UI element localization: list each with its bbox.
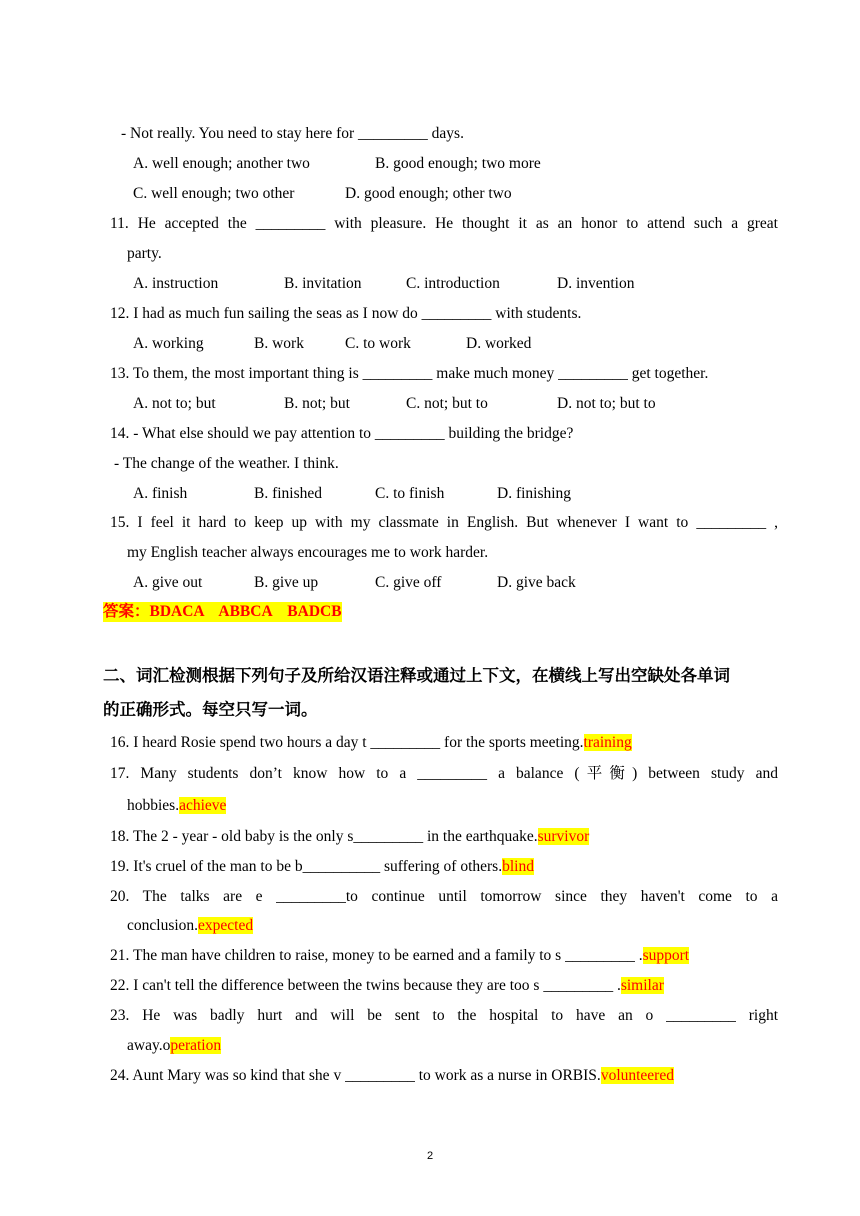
question-14-reply: - The change of the weather. I think. xyxy=(114,455,339,472)
vocab-17-text: hobbies. xyxy=(127,797,180,814)
question-12-option-b: B. work xyxy=(254,335,304,352)
question-15-option-b: B. give up xyxy=(254,574,319,591)
vocab-22 xyxy=(110,976,664,996)
question-13-option-c: C. not; but to xyxy=(406,395,488,412)
vocab-21 xyxy=(110,946,689,966)
section-2-heading-line2: 的正确形式。每空只写一词。 xyxy=(103,700,318,719)
question-15-stem-cont: my English teacher always encourages me to work harder. xyxy=(127,544,489,561)
question-10-reply: - Not really. You need to stay here for _________ days. xyxy=(121,125,464,142)
vocab-17-line2 xyxy=(127,796,226,816)
question-12-option-d: D. worked xyxy=(466,335,532,352)
question-11-option-b: B. invitation xyxy=(284,275,362,292)
vocab-18-text: 18. The 2 - year - old baby is the only s_________ in the earthquake. xyxy=(110,828,538,845)
vocab-20-line2 xyxy=(127,916,253,936)
question-13-option-b: B. not; but xyxy=(284,395,350,412)
vocab-17-answer: achieve xyxy=(179,797,227,814)
question-13-stem: 13. To them, the most important thing is _________ make much money _________ get together. xyxy=(110,365,709,382)
vocab-24 xyxy=(110,1066,674,1086)
vocab-21-text: 21. The man have children to raise, money to be earned and a family to s _________ . xyxy=(110,947,643,964)
vocab-23-answer: peration xyxy=(170,1037,222,1054)
vocab-17-line1: 17. Many students don’t know how to a _________ a balance (平衡) between study and xyxy=(110,765,778,782)
answer-key: 答案：BDACA ABBCA BADCB xyxy=(103,603,342,620)
vocab-19-answer: blind xyxy=(502,858,534,875)
vocab-20-text: conclusion. xyxy=(127,917,199,934)
question-12-option-a: A. working xyxy=(133,335,204,352)
vocab-22-text: 22. I can't tell the difference between the twins because they are too s _________ . xyxy=(110,977,621,994)
question-11-option-a: A. instruction xyxy=(133,275,219,292)
vocab-24-answer: volunteered xyxy=(600,1067,674,1084)
question-14-option-b: B. finished xyxy=(254,485,323,502)
question-15-stem: 15. I feel it hard to keep up with my classmate in English. But whenever I want to _________ , xyxy=(110,514,778,531)
vocab-20-answer: expected xyxy=(198,917,254,934)
vocab-19-text: 19. It's cruel of the man to be b__________ suffering of others. xyxy=(110,858,503,875)
question-11-stem: 11. He accepted the _________ with pleasure. He thought it as an honor to attend such a great xyxy=(110,215,778,232)
vocab-23-line1: 23. He was badly hurt and will be sent to the hospital to have an o _________ right xyxy=(110,1007,778,1024)
vocab-18 xyxy=(110,827,589,847)
question-12-option-c: C. to work xyxy=(345,335,411,352)
question-13-option-a: A. not to; but xyxy=(133,395,216,412)
question-13-option-d: D. not to; but to xyxy=(557,395,656,412)
vocab-24-text: 24. Aunt Mary was so kind that she v _________ to work as a nurse in ORBIS. xyxy=(110,1067,601,1084)
question-10-option-c: C. well enough; two other xyxy=(133,185,295,202)
vocab-16 xyxy=(110,733,632,753)
question-14-option-a: A. finish xyxy=(133,485,188,502)
question-15-option-c: C. give off xyxy=(375,574,442,591)
question-15-option-d: D. give back xyxy=(497,574,576,591)
question-14-option-d: D. finishing xyxy=(497,485,572,502)
vocab-16-text: 16. I heard Rosie spend two hours a day t _________ for the sports meeting. xyxy=(110,734,584,751)
vocab-18-answer: survivor xyxy=(537,828,590,845)
page-number: 2 xyxy=(426,1150,434,1162)
question-14-option-c: C. to finish xyxy=(375,485,445,502)
question-10-option-d: D. good enough; other two xyxy=(345,185,512,202)
vocab-23-line2 xyxy=(127,1036,221,1056)
vocab-19 xyxy=(110,857,534,877)
section-2-heading-line1: 二、词汇检测根据下列句子及所给汉语注释或通过上下文，在横线上写出空缺处各单词 xyxy=(103,666,730,685)
question-10-option-a: A. well enough; another two xyxy=(133,155,310,172)
question-11-option-d: D. invention xyxy=(557,275,635,292)
vocab-20-line1: 20. The talks are e _________to continue until tomorrow since they haven't come to a xyxy=(110,888,778,905)
vocab-21-answer: support xyxy=(642,947,690,964)
question-10-option-b: B. good enough; two more xyxy=(375,155,541,172)
question-15-option-a: A. give out xyxy=(133,574,203,591)
vocab-23-text: away.o xyxy=(127,1037,171,1054)
vocab-22-answer: similar xyxy=(620,977,664,994)
question-14-stem: 14. - What else should we pay attention to _________ building the bridge? xyxy=(110,425,574,442)
question-11-stem-cont: party. xyxy=(127,245,162,262)
question-11-option-c: C. introduction xyxy=(406,275,500,292)
question-12-stem: 12. I had as much fun sailing the seas as I now do _________ with students. xyxy=(110,305,582,322)
vocab-16-answer: training xyxy=(583,734,632,751)
